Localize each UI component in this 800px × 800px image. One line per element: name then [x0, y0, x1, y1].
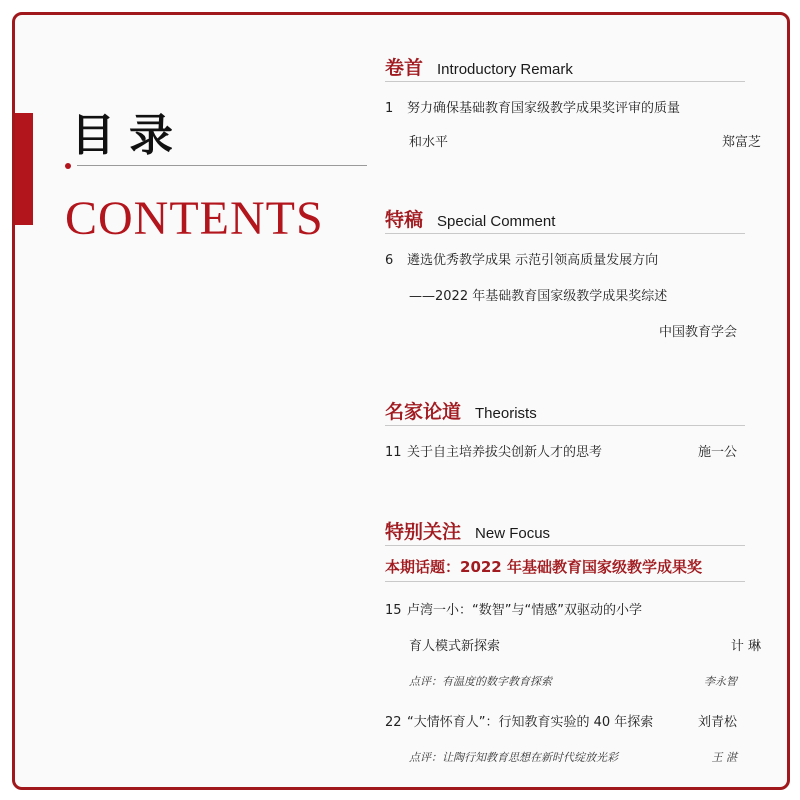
- topic-underline: [385, 581, 745, 582]
- toc-entry[interactable]: [385, 441, 737, 460]
- section-underline: [385, 233, 745, 234]
- section-heading-new-focus: [385, 517, 550, 544]
- comment-author: 李永智: [704, 675, 737, 688]
- section-underline: [385, 425, 745, 426]
- entry-author: 计 琳: [730, 639, 761, 654]
- comment-entry[interactable]: [409, 749, 737, 765]
- toc-entry[interactable]: [385, 249, 737, 268]
- entry-subtitle: ——2022 年基础教育国家级教学成果奖综述: [409, 289, 668, 304]
- entry-title: “大情怀育人”：行知教育实验的 40 年探索: [407, 715, 654, 730]
- section-title-en: Introductory Remark: [437, 61, 573, 78]
- entry-title: 努力确保基础教育国家级教学成果奖评审的质量: [407, 101, 681, 116]
- contents-title-cn: 目录: [71, 110, 187, 161]
- section-title-en: Theorists: [475, 405, 537, 422]
- entry-title-cont: 和水平: [409, 135, 449, 150]
- topic-banner: 本期话题：2022 年基础教育国家级教学成果奖: [385, 558, 702, 576]
- section-title-en: New Focus: [475, 525, 551, 542]
- entry-title: 关于自主培养拔尖创新人才的思考: [407, 445, 603, 460]
- entry-title: 卢湾一小：“数智”与“情感”双驱动的小学: [407, 603, 642, 618]
- toc-entry-subtitle: [385, 285, 761, 304]
- toc-entry[interactable]: [385, 711, 737, 730]
- comment-entry[interactable]: [409, 673, 737, 689]
- page-frame: [12, 12, 790, 790]
- section-underline: [385, 545, 745, 546]
- comment-author: 王 湛: [711, 751, 737, 764]
- page-number: 11: [385, 445, 402, 460]
- entry-author: 施一公: [697, 445, 737, 460]
- contents-title-en: CONTENTS: [65, 192, 324, 245]
- page-number: 15: [385, 603, 402, 618]
- entry-author: 中国教育学会: [658, 325, 737, 340]
- section-title-cn: 特稿: [385, 209, 424, 231]
- entry-author: 刘青松: [697, 715, 737, 730]
- comment-title: 点评：让陶行知教育思想在新时代绽放光彩: [409, 751, 618, 764]
- entry-author: 郑富芝: [721, 135, 761, 150]
- toc-entry[interactable]: [385, 97, 737, 116]
- divider-dot: [65, 163, 71, 169]
- toc-column: [385, 15, 765, 787]
- toc-entry-continued: [385, 131, 761, 150]
- section-heading-introductory: [385, 53, 573, 80]
- page-number: 6: [385, 253, 394, 268]
- red-side-bar: [15, 113, 33, 225]
- entry-title: 遴选优秀教学成果 示范引领高质量发展方向: [407, 253, 659, 268]
- section-title-cn: 卷首: [385, 57, 424, 79]
- section-underline: [385, 81, 745, 82]
- toc-entry-continued: [385, 635, 761, 654]
- toc-entry[interactable]: [385, 599, 737, 618]
- section-heading-special: [385, 205, 555, 232]
- section-title-en: Special Comment: [437, 213, 556, 230]
- page-number: 22: [385, 715, 402, 730]
- section-title-cn: 名家论道: [385, 401, 462, 423]
- section-heading-theorists: [385, 397, 537, 424]
- entry-title-cont: 育人模式新探索: [409, 639, 501, 654]
- section-title-cn: 特别关注: [385, 521, 462, 543]
- divider-line: [77, 165, 367, 166]
- page-number: 1: [385, 101, 394, 116]
- comment-title: 点评：有温度的数字教育探索: [409, 675, 552, 688]
